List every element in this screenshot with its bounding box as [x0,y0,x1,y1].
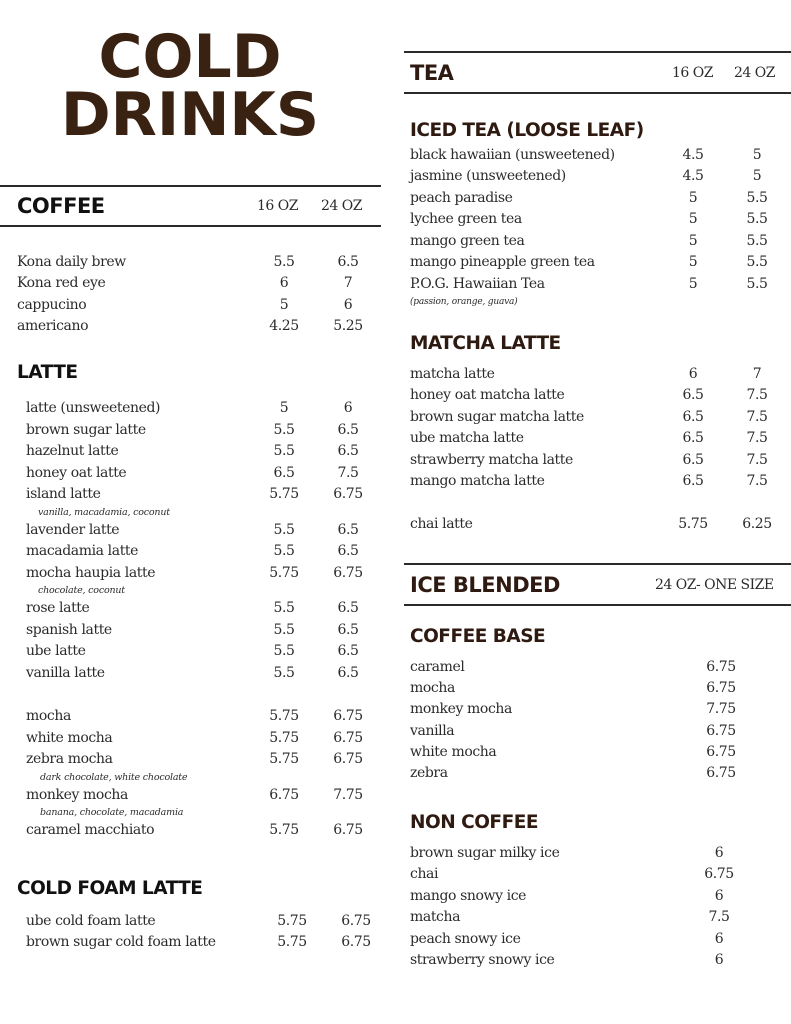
cold-foam-heading: COLD FOAM LATTE [17,878,203,899]
menu-item: Kona red eye 6 7 [17,275,353,291]
menu-item: mocha haupia latte 5.75 6.75 [26,565,363,581]
tea-col-16oz: 16 OZ [672,64,713,81]
item-note: chocolate, coconut [38,585,125,596]
coffee-heading: COFFEE [17,194,105,218]
menu-item: vanilla latte 5.5 6.5 [26,665,359,681]
menu-item: mango snowy ice 6 [410,888,724,904]
menu-item: brown sugar cold foam latte 5.75 6.75 [26,934,371,950]
ice-blended-size: 24 OZ- ONE SIZE [655,576,774,593]
item-note: (passion, orange, guava) [410,297,518,307]
tea-heading: TEA [410,60,454,85]
menu-item: monkey mocha 7.75 [410,701,736,717]
menu-item: island latte 5.75 6.75 [26,486,363,502]
coffee-col-16oz: 16 OZ [257,198,298,214]
non-coffee-heading: NON COFFEE [410,812,538,833]
coffee-section-header [0,185,381,227]
menu-item: lychee green tea 5 5.5 [410,211,768,227]
menu-item: macadamia latte 5.5 6.5 [26,543,359,559]
coffee-col-24oz: 24 OZ [321,198,362,214]
menu-item: caramel macchiato 5.75 6.75 [26,822,363,838]
menu-item: mocha 5.75 6.75 [26,708,363,724]
menu-item: white mocha 5.75 6.75 [26,730,363,746]
menu-item: rose latte 5.5 6.5 [26,600,359,616]
menu-item: americano 4.25 5.25 [17,318,363,334]
menu-item: zebra 6.75 [410,765,736,781]
menu-item: ube latte 5.5 6.5 [26,643,359,659]
tea-section-header [404,51,791,94]
menu-item: jasmine (unsweetened) 4.5 5 [410,168,762,184]
menu-item: black hawaiian (unsweetened) 4.5 5 [410,147,762,163]
menu-item: matcha latte 6 7 [410,366,762,382]
menu-title [0,22,380,150]
latte-heading: LATTE [17,362,78,383]
menu-item: mango green tea 5 5.5 [410,233,768,249]
title-line-2: DRINKS [60,80,320,150]
menu-item: strawberry matcha latte 6.5 7.5 [410,452,768,468]
menu-item: Kona daily brew 5.5 6.5 [17,254,359,270]
item-note: vanilla, macadamia, coconut [38,507,170,518]
menu-item: white mocha 6.75 [410,744,736,760]
menu-item: spanish latte 5.5 6.5 [26,622,359,638]
matcha-heading: MATCHA LATTE [410,333,561,354]
item-note: dark chocolate, white chocolate [40,772,188,783]
menu-item: strawberry snowy ice 6 [410,952,724,968]
item-note: banana, chocolate, macadamia [40,807,184,818]
menu-item: cappucino 5 6 [17,297,353,313]
menu-item: hazelnut latte 5.5 6.5 [26,443,359,459]
menu-item: honey oat latte 6.5 7.5 [26,465,359,481]
menu-item: zebra mocha 5.75 6.75 [26,751,363,767]
menu-item: mango matcha latte 6.5 7.5 [410,473,768,489]
menu-item: chai latte 5.75 6.25 [410,516,772,532]
menu-item: chai 6.75 [410,866,734,882]
menu-item: brown sugar milky ice 6 [410,845,724,861]
menu-item: caramel 6.75 [410,659,736,675]
menu-item: lavender latte 5.5 6.5 [26,522,359,538]
title-line-1: COLD [98,22,282,92]
ice-blended-section-header [404,563,791,606]
menu-item: brown sugar latte 5.5 6.5 [26,422,359,438]
menu-item: mocha 6.75 [410,680,736,696]
coffee-base-heading: COFFEE BASE [410,626,546,647]
menu-item: mango pineapple green tea 5 5.5 [410,254,768,270]
menu-item: vanilla 6.75 [410,723,736,739]
menu-item: latte (unsweetened) 5 6 [26,400,353,416]
iced-tea-heading: ICED TEA (LOOSE LEAF) [410,120,644,141]
menu-item: ube matcha latte 6.5 7.5 [410,430,768,446]
menu-item: brown sugar matcha latte 6.5 7.5 [410,409,768,425]
menu-item: matcha 7.5 [410,909,730,925]
menu-item: peach paradise 5 5.5 [410,190,768,206]
menu-item: honey oat matcha latte 6.5 7.5 [410,387,768,403]
menu-item: P.O.G. Hawaiian Tea 5 5.5 [410,276,768,292]
menu-item: ube cold foam latte 5.75 6.75 [26,913,371,929]
tea-col-24oz: 24 OZ [734,64,775,81]
ice-blended-heading: ICE BLENDED [410,572,560,597]
menu-item: peach snowy ice 6 [410,931,724,947]
menu-item: monkey mocha 6.75 7.75 [26,787,363,803]
